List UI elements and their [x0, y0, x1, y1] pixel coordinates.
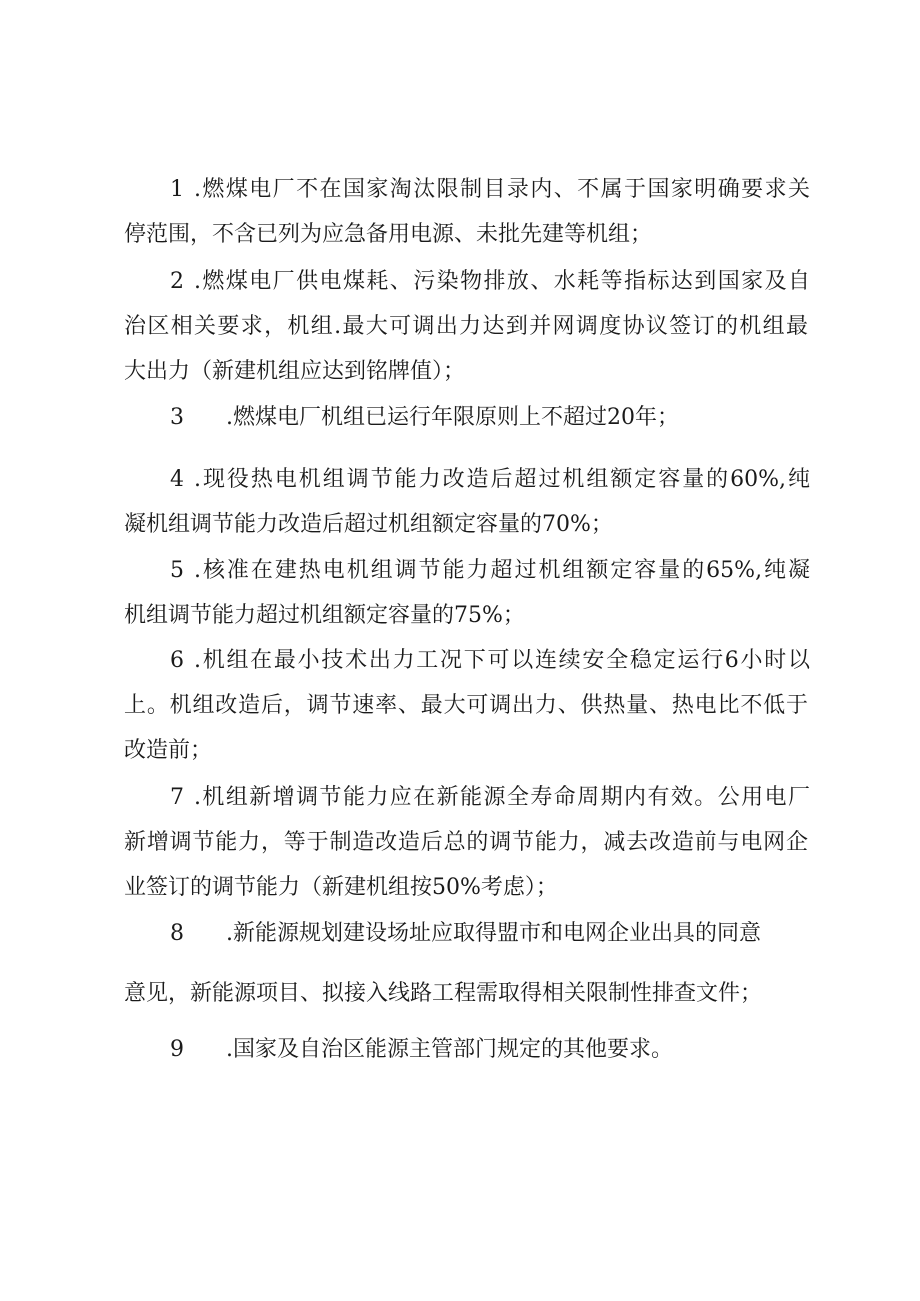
item-8-text-1: .新能源规划建设场址应取得盟市和电网企业出具的同意	[226, 921, 761, 946]
item-4-number: 4	[170, 467, 184, 492]
item-6-line-2: 上。机组改造后，调节速率、最大可调出力、供热量、热电比不低于	[124, 693, 808, 718]
item-3-line-1	[170, 398, 810, 438]
item-1-text-1: .燃煤电厂不在国家淘汰限制目录内、不属于国家明确要求关	[194, 177, 810, 202]
item-4-line-1	[170, 460, 810, 500]
item-4-text-1: .现役热电机组调节能力改造后超过机组额定容量的60%,纯	[194, 467, 810, 492]
item-9-number: 9	[170, 1037, 184, 1062]
item-7-text-1: .机组新增调节能力应在新能源全寿命周期内有效。公用电厂	[194, 785, 810, 810]
item-7-number: 7	[170, 785, 184, 810]
item-1-number: 1	[170, 177, 184, 202]
item-2-line-2: 治区相关要求，机组.最大可调出力达到并网调度协议签订的机组最	[124, 314, 808, 339]
item-9-line-1	[170, 1030, 810, 1070]
item-5-line-1	[170, 551, 810, 591]
item-7-line-1	[170, 778, 810, 818]
item-9-text-1: .国家及自治区能源主管部门规定的其他要求。	[226, 1037, 673, 1062]
item-3-text-1: .燃煤电厂机组已运行年限原则上不超过20年；	[226, 405, 679, 430]
item-6-line-1	[170, 641, 810, 681]
item-2-text-1: .燃煤电厂供电煤耗、污染物排放、水耗等指标达到国家及自	[194, 269, 810, 294]
item-5-number: 5	[170, 558, 184, 583]
item-4-line-2: 凝机组调节能力改造后超过机组额定容量的70%；	[124, 512, 613, 537]
item-5-line-2: 机组调节能力超过机组额定容量的75%；	[124, 603, 525, 628]
item-8-line-2: 意见，新能源项目、拟接入线路工程需取得相关限制性排查文件；	[124, 981, 763, 1006]
item-6-line-3: 改造前；	[124, 738, 213, 763]
item-7-line-2: 新增调节能力，等于制造改造后总的调节能力，减去改造前与电网企	[124, 830, 808, 855]
item-8-number: 8	[170, 921, 184, 946]
item-2-number: 2	[170, 269, 184, 294]
item-3-number: 3	[170, 405, 184, 430]
item-1-line-1	[170, 170, 810, 210]
item-1-line-2: 停范围，不含已列为应急备用电源、未批先建等机组；	[124, 222, 653, 247]
item-2-line-1	[170, 262, 810, 302]
item-7-line-3: 业签订的调节能力（新建机组按50%考虑）；	[124, 875, 558, 900]
item-6-text-1: .机组在最小技术出力工况下可以连续安全稳定运行6小时以	[194, 648, 810, 673]
item-2-line-3: 大出力（新建机组应达到铭牌值）；	[124, 359, 466, 384]
item-6-number: 6	[170, 648, 184, 673]
item-8-line-1	[170, 914, 810, 954]
item-5-text-1: .核准在建热电机组调节能力超过机组额定容量的65%,纯凝	[194, 558, 810, 583]
